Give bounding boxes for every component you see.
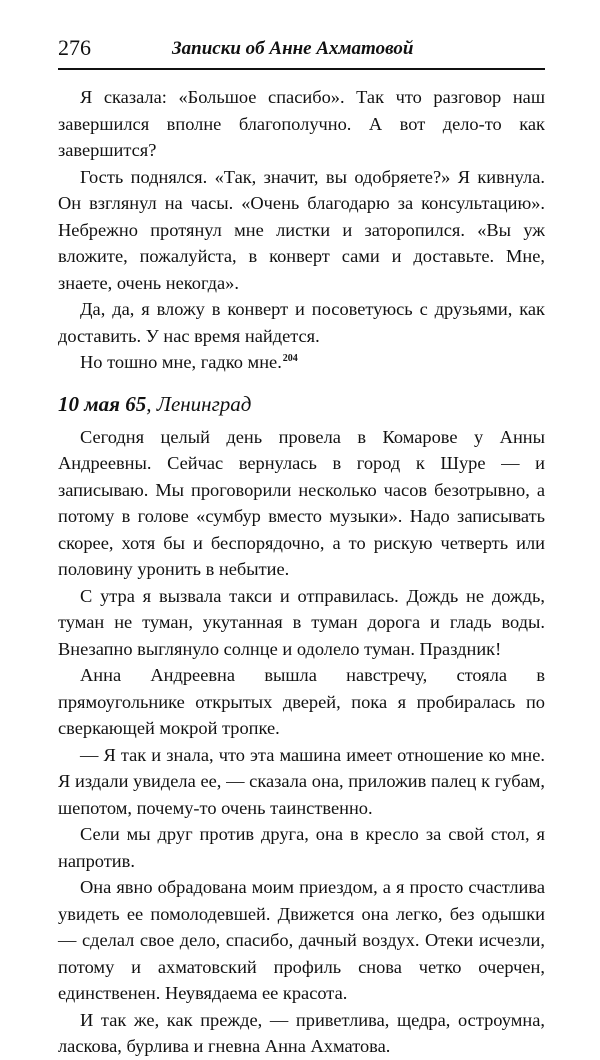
- paragraph: Анна Андреевна вышла навстречу, стояла в прямоугольнике открытых дверей, пока я пробиралась по сверкающей мокрой тропке.: [58, 665, 545, 738]
- entry-date: 10 мая 65: [58, 391, 147, 416]
- paragraph: С утра я вызвала такси и отправилась. Дождь не дождь, туман не туман, укутанная в туман дорога и гладь воды. Внезапно выглянуло солнце и одолело туман. Праздник!: [58, 585, 545, 659]
- page-number: 276: [58, 35, 91, 60]
- paragraph: Я сказала: «Большое спасибо». Так что разговор наш завершился вполне благополучно. А вот дело-то как завершится?: [58, 87, 545, 160]
- running-title: Записки об Анне Ахматовой: [172, 38, 414, 59]
- paragraph: Гость поднялся. «Так, значит, вы одобряете?» Я кивнула. Он взглянул на часы. «Очень благодарю за консультацию». Небрежно протянул мне листки и заторопился. «Вы уж вложите, пожалуйста, в конверт сами и доставьте. Мне, знаете, очень некогда».: [58, 166, 545, 293]
- book-page: [58, 34, 545, 1060]
- paragraph: Сегодня целый день провела в Комарове у Анны Андреевны. Сейчас вернулась в город к Шуре — и записываю. Мы проговорили несколько часов безотрывно, а потому в голове «сумбур вместо музыки». Надо записывать скорее, хотя бы и беспорядочно, а то рискую четверть или половину уронить в небытие.: [58, 426, 545, 579]
- paragraph-text: Но тошно мне, гадко мне.: [80, 352, 282, 372]
- diary-entry-heading: [58, 390, 545, 418]
- paragraph: Да, да, я вложу в конверт и посоветуюсь с друзьями, как доставить. У нас время найдется.: [58, 299, 545, 346]
- paragraph: Она явно обрадована моим приездом, а я просто счастлива увидеть ее помолодевшей. Движется она легко, без одышки — сделал свое дело, спасибо, дачный воздух. Отеки исчезли, потому и ахматовский профиль снова четко очерчен, единственен. Неувядаема ее красота.: [58, 877, 545, 1003]
- paragraph: И так же, как прежде, — приветлива, щедра, остроумна, ласкова, бурлива и гневна Анна Ахматова.: [58, 1009, 545, 1056]
- footnote-reference: 204: [282, 353, 298, 364]
- header-rule: [58, 68, 545, 70]
- page-body: [58, 84, 545, 1060]
- paragraph: — Я так и знала, что эта машина имеет отношение ко мне. Я издали увидела ее, — сказала она, приложив палец к губам, шепотом, почему-то очень таинственно.: [58, 744, 545, 818]
- paragraph: Сели мы друг против друга, она в кресло за свой стол, я напротив.: [58, 824, 545, 871]
- entry-place: , Ленинград: [146, 391, 252, 416]
- paragraph: [58, 349, 545, 376]
- running-head: [58, 34, 545, 68]
